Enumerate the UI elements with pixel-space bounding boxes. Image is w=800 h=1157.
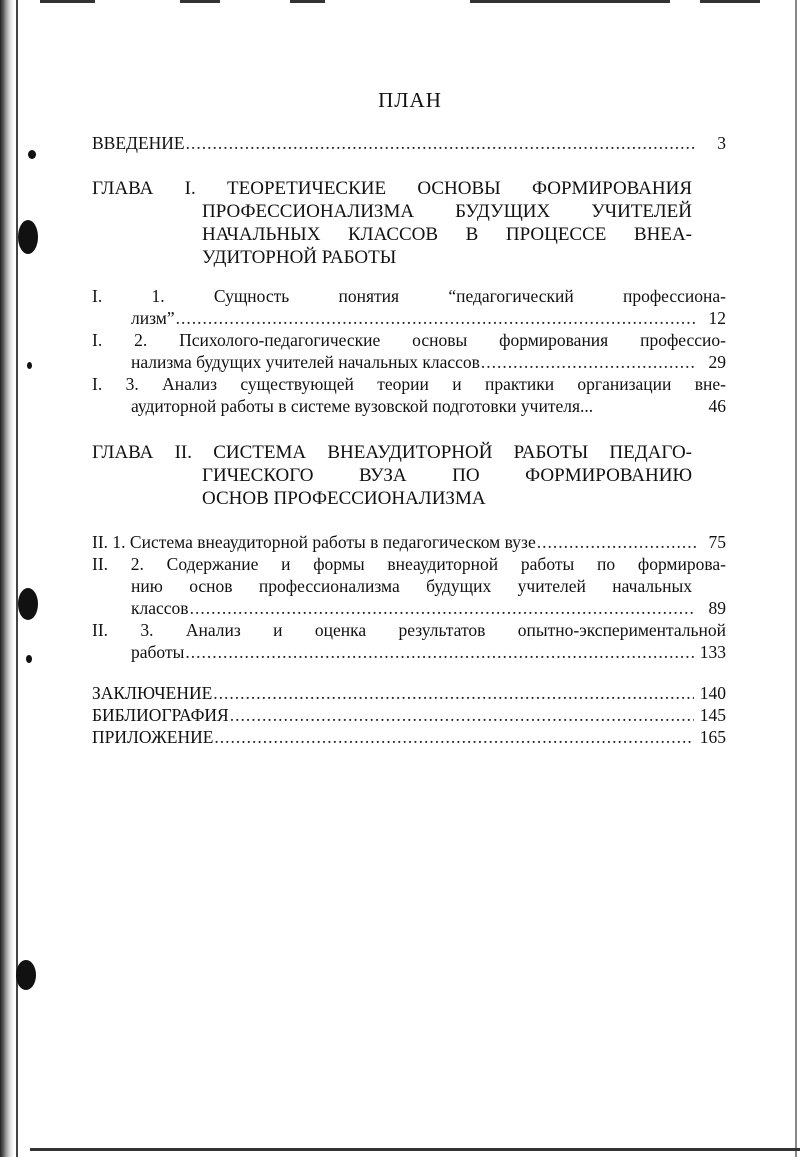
toc-page-number: 145 [699, 705, 726, 725]
scan-top-mark [180, 0, 220, 3]
toc-page-number: 3 [717, 133, 726, 153]
page-title: ПЛАН [378, 88, 442, 112]
chapter-heading-line: УДИТОРНОЙ РАБОТЫ [202, 247, 397, 268]
toc-entry-2-1[interactable] [92, 531, 726, 553]
scan-top-mark [700, 0, 760, 3]
chapter-heading-line: ГИЧЕСКОГО ВУЗА ПО ФОРМИРОВАНИЮ [202, 465, 692, 486]
toc-entry-label: БИБЛИОГРАФИЯ [92, 705, 229, 725]
toc-entry-label: ПРИЛОЖЕНИЕ [92, 727, 214, 747]
leader-dots [537, 531, 696, 553]
toc-entry-line: I. 1. Сущность понятия “педагогический профессиона- [92, 286, 726, 306]
chapter-heading-line: НАЧАЛЬНЫХ КЛАССОВ В ПРОЦЕССЕ ВНЕА- [202, 224, 692, 245]
toc-page-number: 89 [708, 598, 726, 618]
chapter-heading-line: ГЛАВА I. ТЕОРЕТИЧЕСКИЕ ОСНОВЫ ФОРМИРОВАНИЯ [92, 178, 692, 199]
toc-page-number: 75 [708, 532, 726, 552]
leader-dots [214, 726, 693, 748]
toc-entry-line: работы [131, 642, 185, 662]
toc-entry-1-3[interactable] [92, 373, 726, 417]
toc-entry-line: аудиторной работы в системе вузовской подготовки учителя... [131, 396, 594, 416]
toc-entry-2-3[interactable] [92, 619, 726, 663]
scan-right-line [795, 0, 797, 1157]
leader-dots [481, 351, 696, 373]
toc-entry-bibliography[interactable] [92, 704, 726, 726]
toc-page-number: 140 [699, 683, 726, 703]
toc-entry-label: ВВЕДЕНИЕ [92, 133, 185, 153]
toc-entry-line: II. 2. Содержание и формы внеаудиторной работы по формирова- [92, 554, 726, 574]
binder-hole [18, 588, 38, 620]
leader-dots [176, 307, 696, 329]
binder-hole [16, 960, 36, 990]
toc-entry-line: I. 2. Психолого-педагогические основы формирования профессио- [92, 330, 726, 350]
toc-entry-line: классов [131, 598, 189, 618]
leader-dots [190, 597, 696, 619]
toc-entry-intro[interactable] [92, 132, 726, 154]
scan-speck [27, 362, 32, 369]
scan-bottom-line [30, 1148, 800, 1151]
toc-entry-1-2[interactable] [92, 329, 726, 373]
chapter-heading-line: ГЛАВА II. СИСТЕМА ВНЕАУДИТОРНОЙ РАБОТЫ ПЕДАГО- [92, 442, 692, 463]
scan-speck [28, 150, 36, 159]
toc-entry-line: I. 3. Анализ существующей теории и практики организации вне- [92, 374, 726, 394]
leader-dots [230, 704, 694, 726]
scan-top-mark [40, 0, 95, 3]
scan-left-edge [0, 0, 14, 1157]
toc-entry-appendix[interactable] [92, 726, 726, 748]
leader-dots [213, 682, 693, 704]
chapter-2-heading [92, 441, 692, 510]
toc-entry-line: нию основ профессионализма будущих учителей начальных [131, 576, 692, 596]
scan-top-mark [470, 0, 670, 3]
toc-entry-line: II. 1. Система внеаудиторной работы в педагогическом вузе [92, 532, 536, 552]
toc-page-number: 46 [708, 396, 726, 416]
toc-entry-line: лизм” [131, 308, 175, 328]
toc-entry-line: II. 3. Анализ и оценка результатов опытно-экспериментальной [92, 620, 726, 640]
toc-page-number: 165 [699, 727, 726, 747]
leader-dots [186, 132, 696, 154]
chapter-1-heading [92, 177, 692, 269]
chapter-heading-line: ПРОФЕССИОНАЛИЗМА БУДУЩИХ УЧИТЕЛЕЙ [202, 201, 692, 222]
toc-page-number: 12 [708, 308, 726, 328]
toc-entry-2-2[interactable] [92, 553, 726, 619]
toc-page-number: 133 [699, 642, 726, 662]
scan-top-mark [290, 0, 325, 3]
binder-hole [18, 220, 38, 254]
toc-entry-1-1[interactable] [92, 285, 726, 329]
toc-entry-label: ЗАКЛЮЧЕНИЕ [92, 683, 213, 703]
toc-entry-conclusion[interactable] [92, 682, 726, 704]
toc-page-number: 29 [708, 352, 726, 372]
chapter-heading-line: ОСНОВ ПРОФЕССИОНАЛИЗМА [202, 488, 486, 509]
leader-dots [185, 641, 693, 663]
toc-entry-line: нализма будущих учителей начальных классов [131, 352, 480, 372]
scan-speck [26, 655, 32, 663]
